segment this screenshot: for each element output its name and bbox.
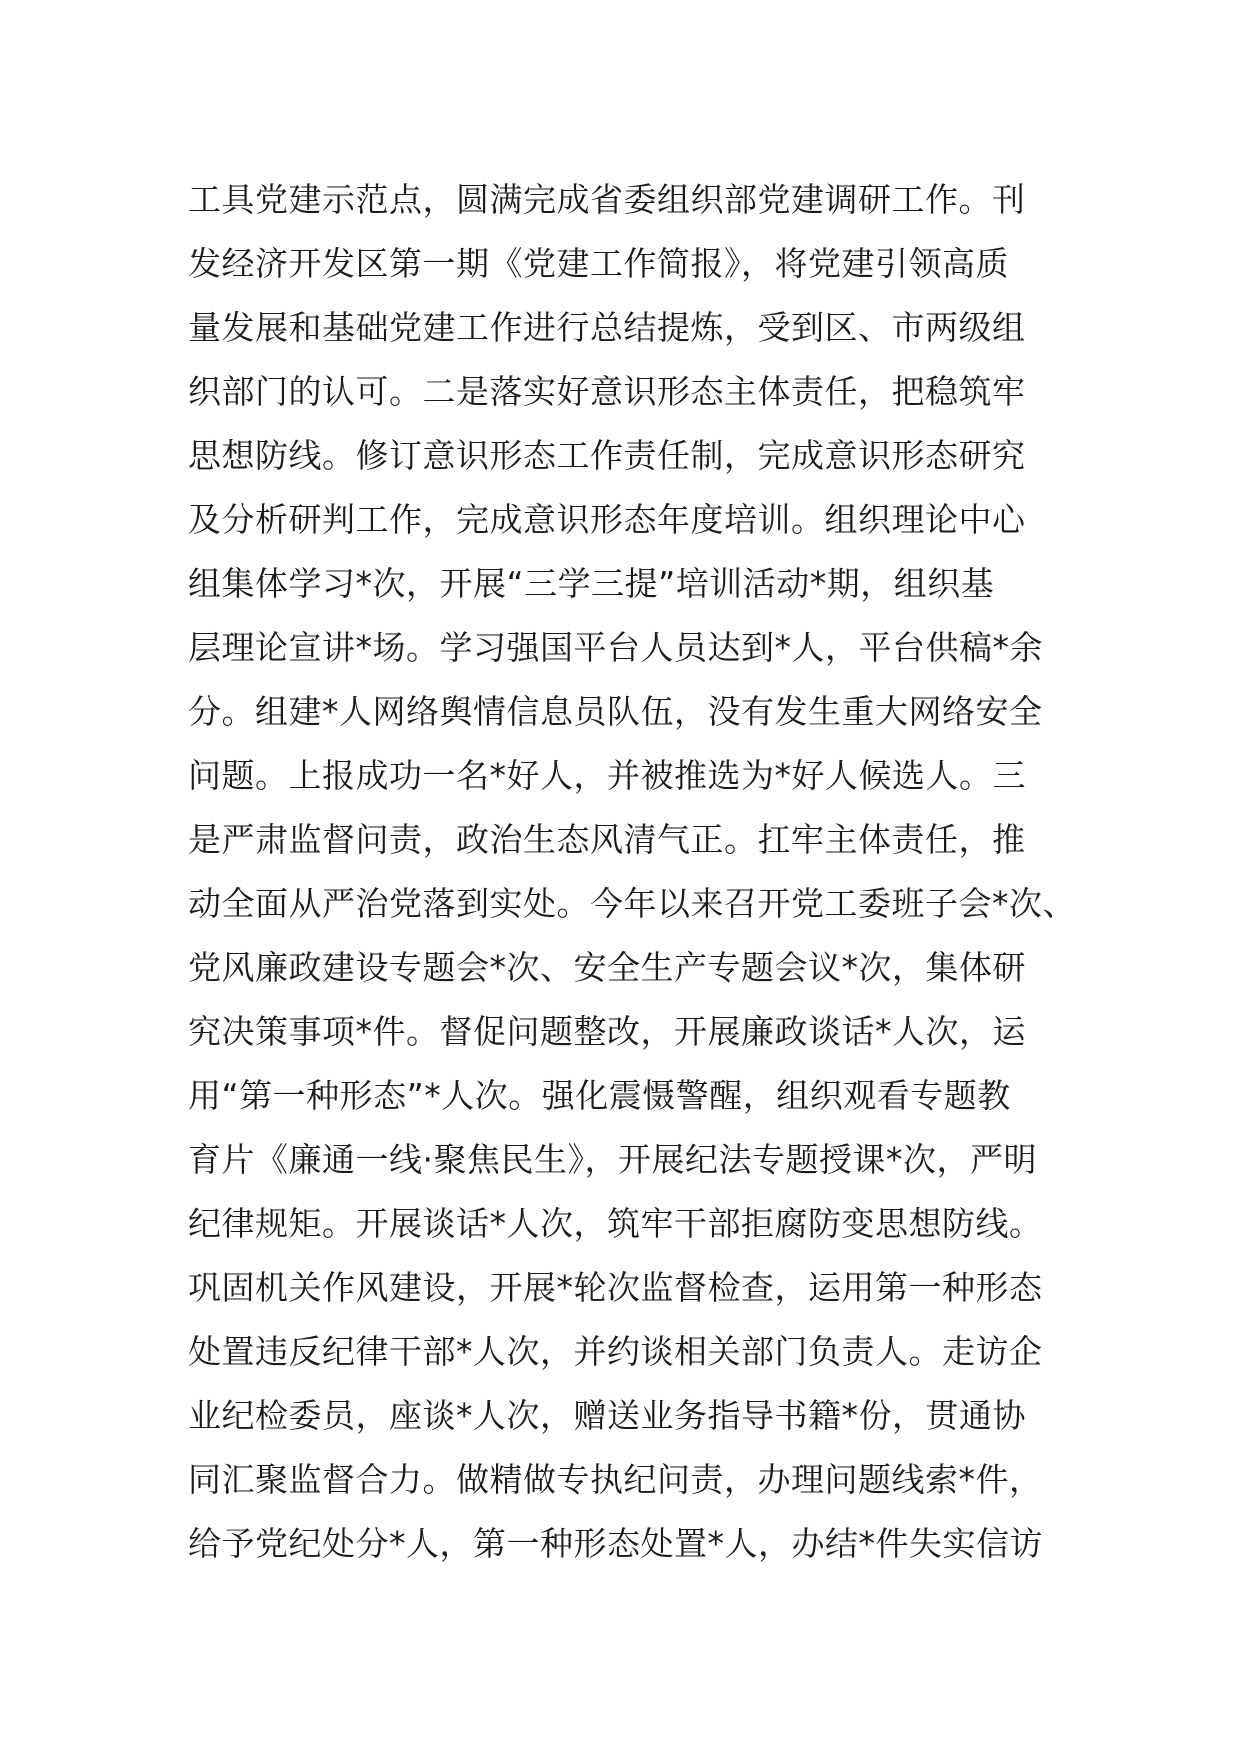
text-line: 育片《廉通一线·聚焦民生》，开展纪法专题授课*次，严明	[188, 1140, 1037, 1179]
text-line: 究决策事项*件。督促问题整改，开展廉政谈话*人次，运	[188, 1012, 1026, 1051]
text-line: 动全面从严治党落到实处。今年以来召开党工委班子会*次、	[188, 884, 1076, 923]
text-line: 处置违反纪律干部*人次，并约谈相关部门负责人。走访企	[188, 1332, 1043, 1371]
text-line: 层理论宣讲*场。学习强国平台人员达到*人，平台供稿*余	[188, 628, 1043, 667]
text-line: 及分析研判工作，完成意识形态年度培训。组织理论中心	[188, 500, 1026, 539]
text-line: 组集体学习*次，开展“三学三提”培训活动*期，组织基	[188, 564, 995, 603]
text-line: 织部门的认可。二是落实好意识形态主体责任，把稳筑牢	[188, 372, 1026, 411]
text-line: 思想防线。修订意识形态工作责任制，完成意识形态研究	[188, 436, 1026, 475]
text-line: 纪律规矩。开展谈话*人次，筑牢干部拒腐防变思想防线。	[188, 1204, 1043, 1243]
text-line: 巩固机关作风建设，开展*轮次监督检查，运用第一种形态	[188, 1268, 1043, 1307]
text-line: 是严肃监督问责，政治生态风清气正。扛牢主体责任，推	[188, 820, 1026, 859]
text-line: 分。组建*人网络舆情信息员队伍，没有发生重大网络安全	[188, 692, 1043, 731]
text-line: 同汇聚监督合力。做精做专执纪问责，办理问题线索*件，	[188, 1460, 1043, 1499]
body-text	[188, 168, 1076, 1576]
text-line: 发经济开发区第一期《党建工作简报》，将党建引领高质	[188, 244, 1009, 283]
text-line: 给予党纪处分*人，第一种形态处置*人，办结*件失实信访	[188, 1524, 1043, 1563]
text-line: 用“第一种形态”*人次。强化震慑警醒，组织观看专题教	[188, 1076, 1011, 1115]
text-line: 量发展和基础党建工作进行总结提炼，受到区、市两级组	[188, 308, 1026, 347]
text-line: 工具党建示范点，圆满完成省委组织部党建调研工作。刊	[188, 180, 1026, 219]
text-line: 问题。上报成功一名*好人，并被推选为*好人候选人。三	[188, 756, 1026, 795]
text-line: 党风廉政建设专题会*次、安全生产专题会议*次，集体研	[188, 948, 1026, 987]
text-line: 业纪检委员，座谈*人次，赠送业务指导书籍*份，贯通协	[188, 1396, 1026, 1435]
